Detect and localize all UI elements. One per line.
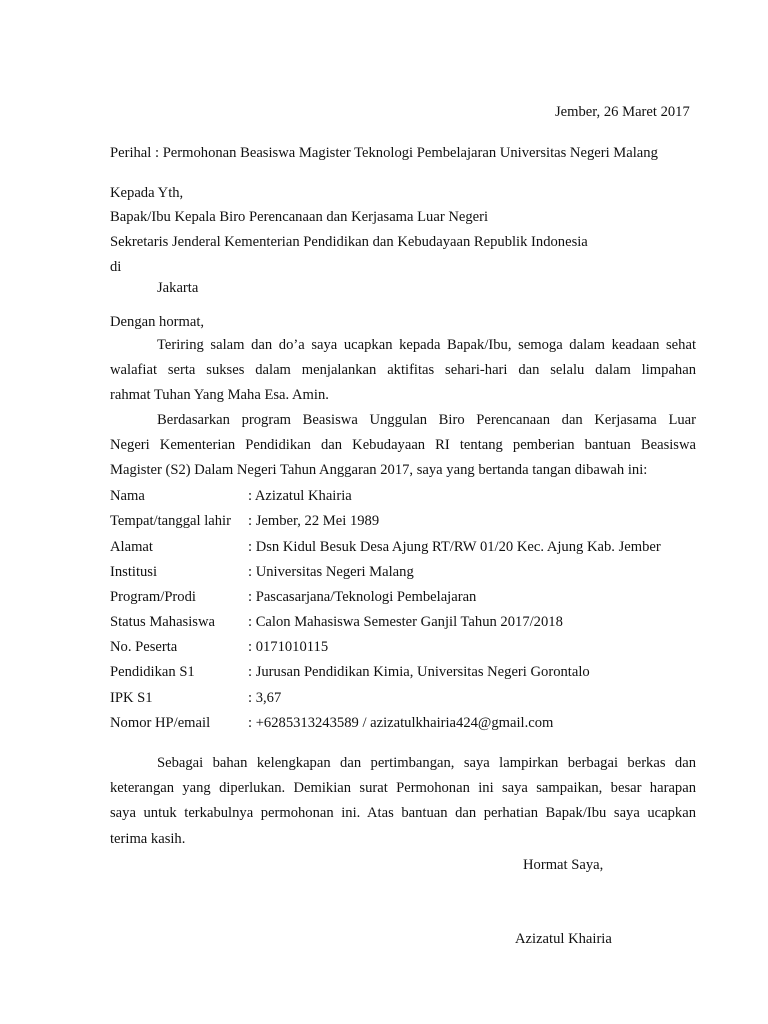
field-value-address: : Dsn Kidul Besuk Desa Ajung RT/RW 01/20 Kec. Ajung Kab. Jember [248,539,661,555]
paragraph1-line: walafiat serta sukses dalam menjalankan aktifitas sehari-hari dan selalu dalam limpahan [110,362,696,378]
signer-name: Azizatul Khairia [515,931,612,947]
field-label-address: Alamat [110,539,153,555]
field-value-name: : Azizatul Khairia [248,488,352,504]
field-label-participant-number: No. Peserta [110,639,178,655]
paragraph1-line: rahmat Tuhan Yang Maha Esa. Amin. [110,387,329,403]
field-label-education: Pendidikan S1 [110,664,195,680]
subject-line: Perihal : Permohonan Beasiswa Magister Teknologi Pembelajaran Universitas Negeri Malang [110,145,658,161]
field-value-birth: : Jember, 22 Mei 1989 [248,513,380,529]
recipient-di: di [110,259,122,275]
field-label-status: Status Mahasiswa [110,614,215,630]
field-value-status: : Calon Mahasiswa Semester Ganjil Tahun 2017/2018 [248,614,563,630]
closing: Hormat Saya, [523,857,604,873]
paragraph3-line: saya untuk terkabulnya permohonan ini. Atas bantuan dan perhatian Bapak/Ibu saya ucapkan [110,805,696,821]
paragraph3-line: Sebagai bahan kelengkapan dan pertimbangan, saya lampirkan berbagai berkas dan [157,755,696,771]
salutation: Dengan hormat, [110,314,205,330]
field-value-gpa: : 3,67 [248,690,282,706]
field-label-gpa: IPK S1 [110,690,153,706]
paragraph2-line: Berdasarkan program Beasiswa Unggulan Biro Perencanaan dan Kerjasama Luar [157,412,696,428]
recipient-greeting: Kepada Yth, [110,185,184,201]
field-value-education: : Jurusan Pendidikan Kimia, Universitas Negeri Gorontalo [248,664,590,680]
field-label-birth: Tempat/tanggal lahir [110,513,231,529]
field-value-participant-number: : 0171010115 [248,639,329,655]
paragraph3-line: terima kasih. [110,831,186,847]
paragraph1-line: Teriring salam dan do’a saya ucapkan kepada Bapak/Ibu, semoga dalam keadaan sehat [157,337,696,353]
recipient-city: Jakarta [157,280,199,296]
recipient-office: Sekretaris Jenderal Kementerian Pendidikan dan Kebudayaan Republik Indonesia [110,234,588,250]
field-label-institution: Institusi [110,564,158,580]
field-value-institution: : Universitas Negeri Malang [248,564,414,580]
field-label-contact: Nomor HP/email [110,715,211,731]
paragraph2-line: Negeri Kementerian Pendidikan dan Kebudayaan RI tentang pemberian bantuan Beasiswa [110,437,696,453]
field-label-name: Nama [110,488,145,504]
paragraph2-line: Magister (S2) Dalam Negeri Tahun Anggaran 2017, saya yang bertanda tangan dibawah ini: [110,462,648,478]
recipient-position: Bapak/Ibu Kepala Biro Perencanaan dan Kerjasama Luar Negeri [110,209,489,225]
field-value-contact: : +6285313243589 / azizatulkhairia424@gmail.com [248,715,554,731]
place-date: Jember, 26 Maret 2017 [555,104,690,120]
paragraph3-line: keterangan yang diperlukan. Demikian surat Permohonan ini saya sampaikan, besar harapan [110,780,696,796]
field-value-program: : Pascasarjana/Teknologi Pembelajaran [248,589,477,605]
field-label-program: Program/Prodi [110,589,196,605]
